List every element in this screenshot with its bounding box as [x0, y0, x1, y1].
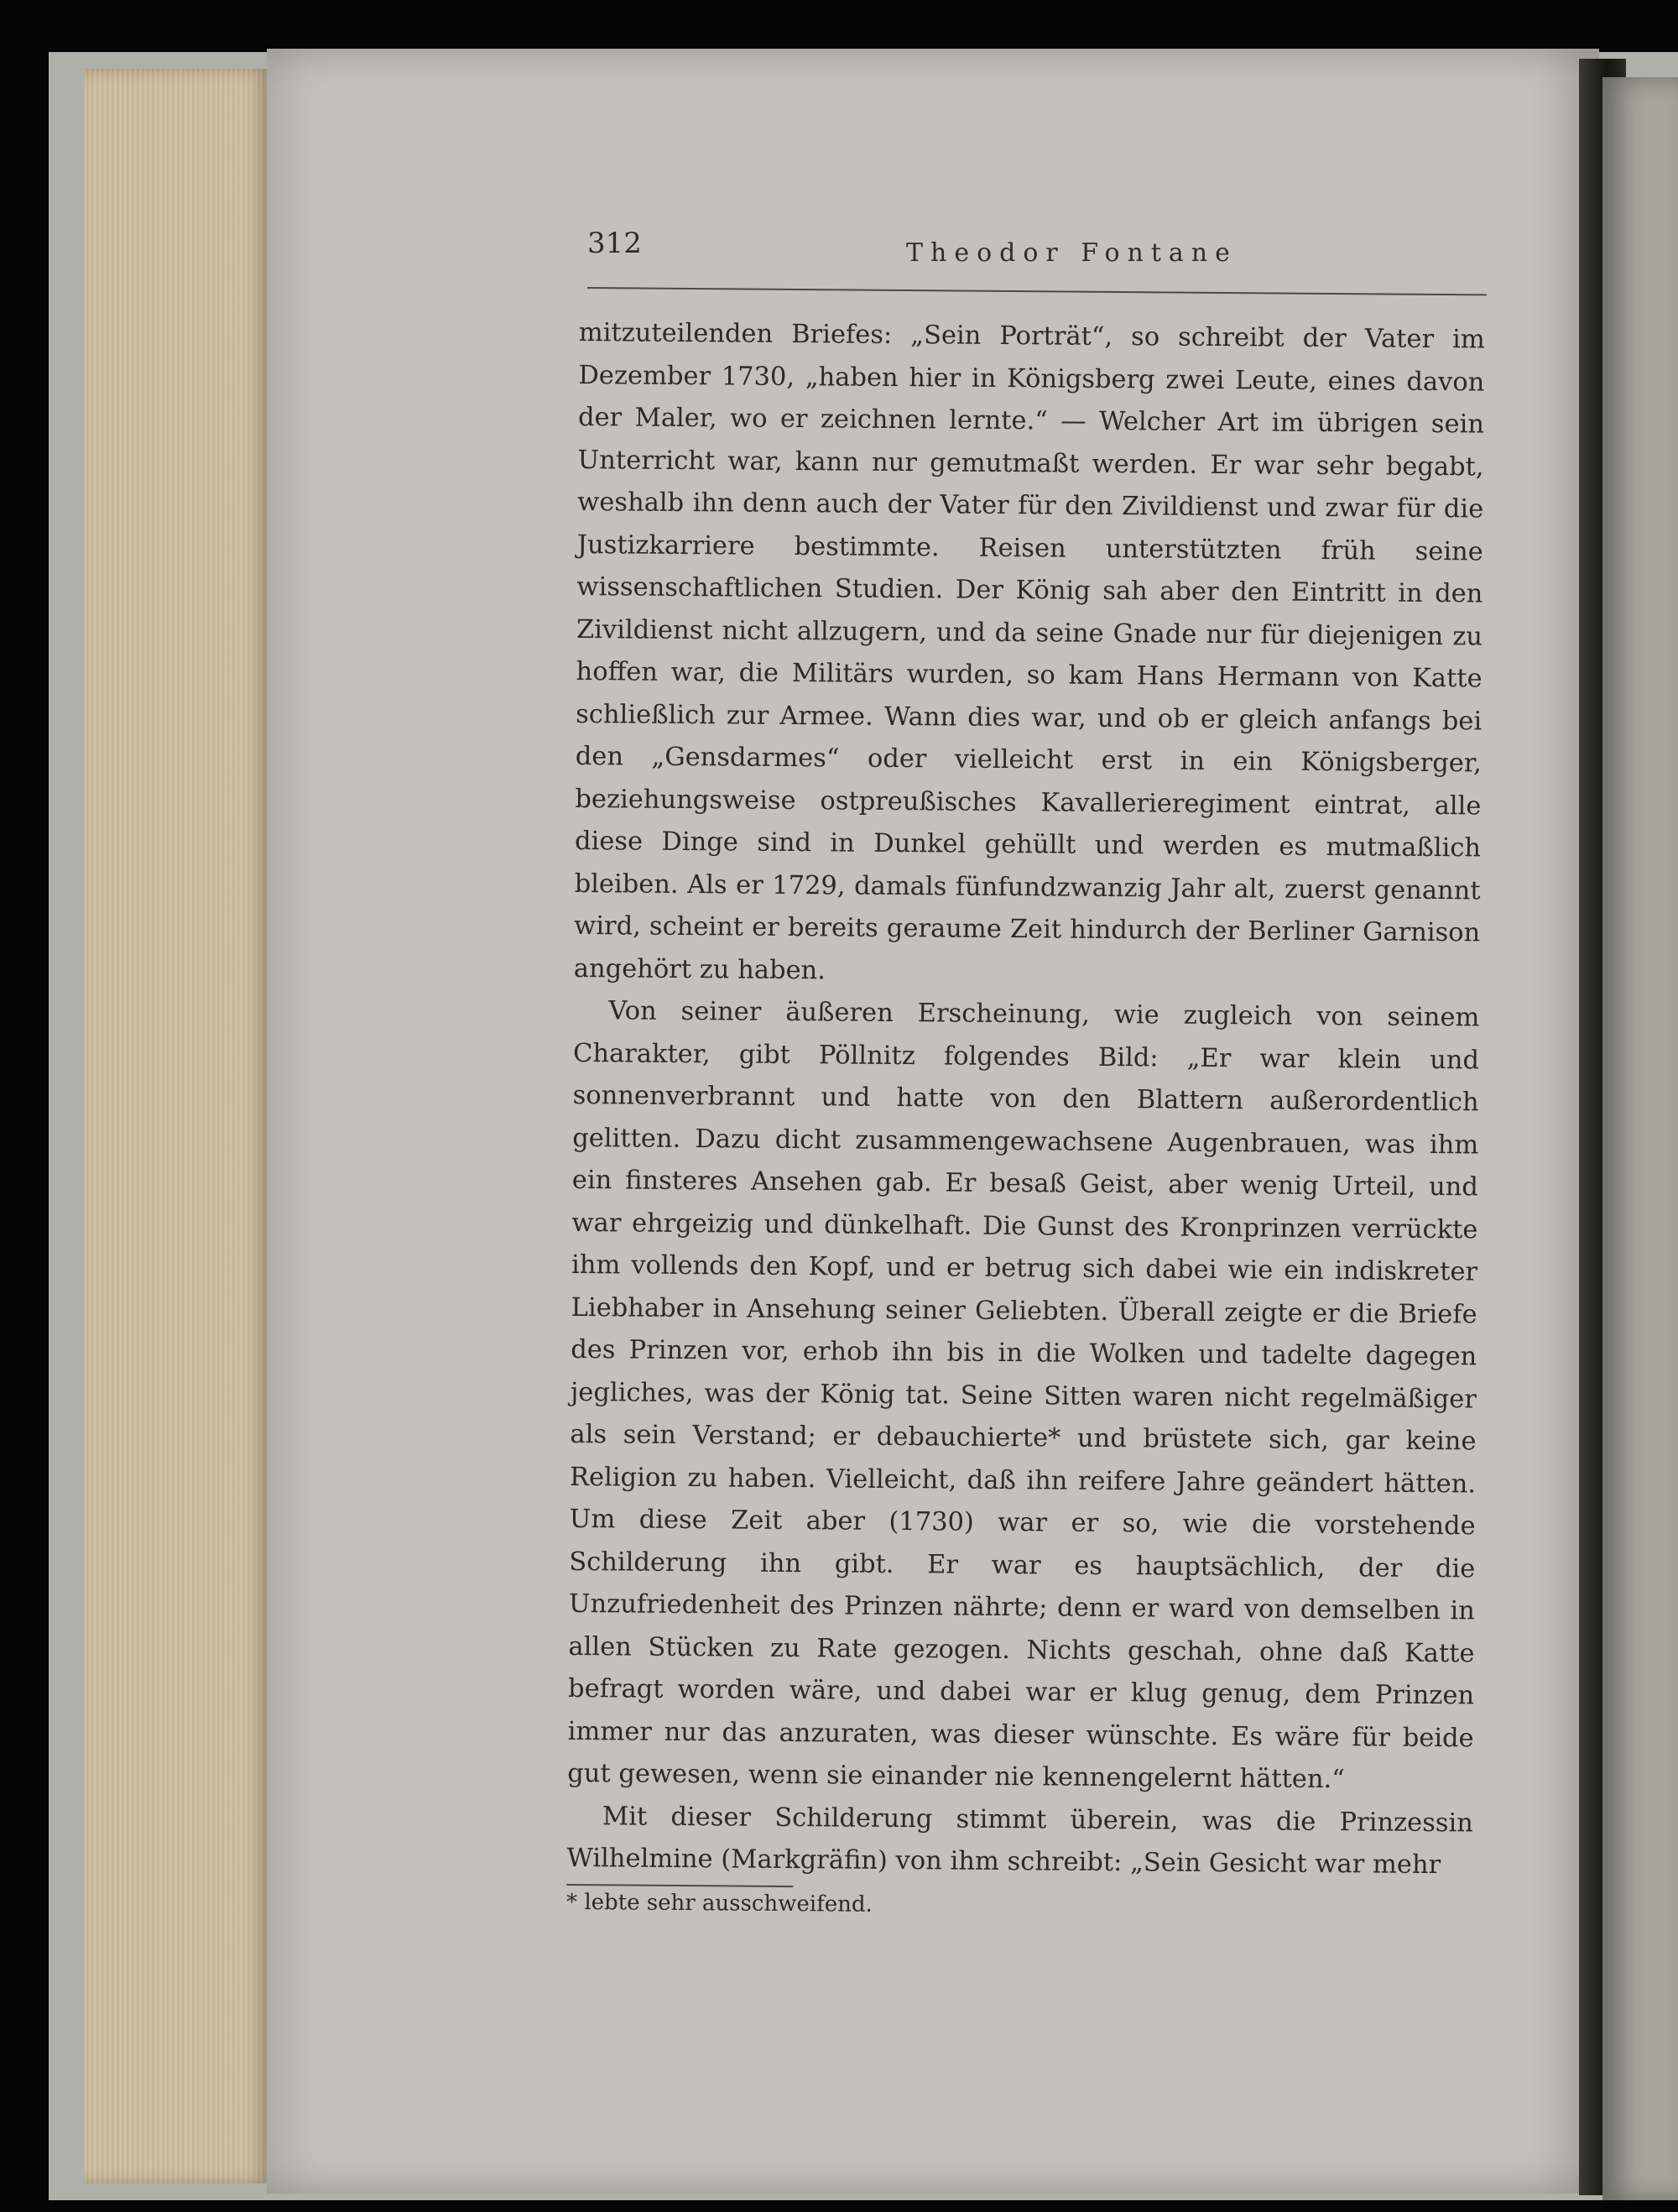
page-block-edge [84, 69, 268, 2183]
paragraph: Von seiner äußeren Erscheinung, wie zugleich von seinem Charakter, gibt Pöllnitz folgendes Bild: „Er war klein und sonnenverbrannt und hatte von den Blattern außerordentlich gelitten. Dazu dicht zusammengewachsene Augenbrauen, was ihm ein finsteres Ansehen gab. Er besaß Geist, aber wenig Urteil, und war ehrgeizig und dünkelhaft. Die Gunst des Kronprinzen verrückte ihm vollends den Kopf, und er betrug sich dabei wie ein indiskreter Liebhaber in Ansehung seiner Geliebten. Überall zeigte er die Briefe des Prinzen vor, erhob ihn bis in die Wolken und tadelte dagegen jegliches, was der König tat. Seine Sitten waren nicht regelmäßiger als sein Verstand; er debauchierte* und brüstete sich, gar keine Religion zu haben. Vielleicht, daß ihn reifere Jahre geändert hätten. Um diese Zeit aber (1730) war er so, wie die vorstehende Schilderung ihn gibt. Er war es hauptsächlich, der die Unzufriedenheit des Prinzen nährte; denn er ward von demselben in allen Stücken zu Rate gezogen. Nichts geschah, ohne daß Katte befragt worden wäre, und dabei war er klug genug, dem Prinzen immer nur das anzuraten, was dieser wünschte. Es wäre für beide gut gewesen, wenn sie einander nie kennengelernt hätten.“ [567, 996, 1480, 1795]
paragraph: Mit dieser Schilderung stimmt überein, was die Prinzessin Wilhelmine (Markgräfin) von ihm schreibt: „Sein Gesicht war mehr [566, 1801, 1474, 1881]
running-head-title: Theodor Fontane [906, 238, 1238, 268]
footnote: * lebte sehr ausschweifend. [566, 1889, 873, 1917]
paragraph: mitzuteilenden Briefes: „Sein Porträt“, so schreibt der Vater im Dezember 1730, „haben hier in Königsberg zwei Leute, eines davon der Maler, wo er zeichnen lernte.“ — Welcher Art im übrigen sein Unterricht war, kann nur gemutmaßt werden. Er war sehr begabt, weshalb ihn denn auch der Vater für den Zivildienst und zwar für die Justizkarriere bestimmte. Reisen unterstützten früh seine wissenschaftlichen Studien. Der König sah aber den Eintritt in den Zivildienst nicht allzugern, und da seine Gnade nur für diejenigen zu hoffen war, die Militärs wurden, so kam Hans Hermann von Katte schließlich zur Armee. Wann dies war, und ob er gleich anfangs bei den „Gensdarmes“ oder vielleicht erst in ein Königsberger, beziehungsweise ostpreußisches Kavallerieregiment eintrat, alle diese Dinge sind in Dunkel gehüllt und werden es mutmaßlich bleiben. Als er 1729, damals fünfundzwanzig Jahr alt, zuerst genannt wird, scheint er bereits geraume Zeit hindurch der Berliner Garnison angehört zu haben. [573, 317, 1485, 985]
running-head [587, 227, 1477, 294]
facing-page-edge [1602, 77, 1678, 2200]
page-number: 312 [587, 227, 642, 260]
body-text [566, 312, 1485, 1926]
